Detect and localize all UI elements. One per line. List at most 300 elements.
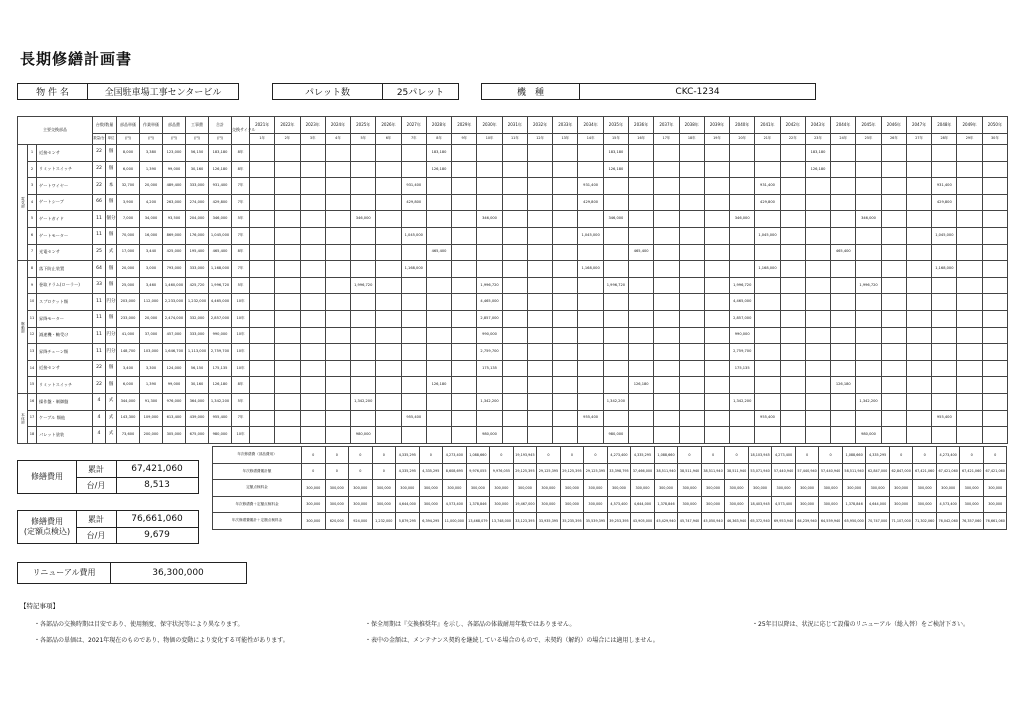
year-cell — [654, 227, 679, 244]
year-cell — [401, 327, 426, 344]
header-parts: 主要交換部品 — [18, 117, 93, 145]
part-name: 近接センサ — [37, 360, 93, 377]
year-cell — [325, 294, 350, 311]
summary-cell: 45,747,940 — [678, 513, 702, 530]
header-year-num: 29年 — [957, 134, 982, 145]
year-cell: 1,996,720 — [730, 277, 755, 294]
year-cell — [629, 161, 654, 178]
year-cell — [629, 261, 654, 278]
row-amount: 2,474,000 — [163, 310, 186, 327]
year-cell: 346,000 — [603, 211, 628, 228]
year-cell — [755, 427, 780, 444]
row-amount: 332,000 — [186, 310, 209, 327]
summary-cell: 300,000 — [795, 496, 819, 513]
header-year-num: 1年 — [250, 134, 275, 145]
year-cell — [629, 327, 654, 344]
year-cell — [325, 161, 350, 178]
year-cell: 990,000 — [477, 327, 502, 344]
header-year-num: 25年 — [856, 134, 881, 145]
summary-cell: 1,088,660 — [654, 447, 678, 464]
header-year: 2038年 — [679, 117, 704, 134]
header-year: 2032年 — [527, 117, 552, 134]
summary-cell: 35,235,395 — [560, 513, 584, 530]
summary-cell: 70,747,000 — [866, 513, 890, 530]
year-cell — [502, 294, 527, 311]
year-cell — [755, 244, 780, 261]
year-cell — [982, 360, 1007, 377]
year-cell — [452, 410, 477, 427]
summary-cell: 38,511,940 — [725, 463, 749, 480]
summary-cell: 0 — [913, 447, 937, 464]
year-cell — [932, 211, 957, 228]
year-cell — [679, 427, 704, 444]
summary-cell: 300,000 — [537, 496, 561, 513]
year-cell: 346,000 — [856, 211, 881, 228]
year-cell — [654, 377, 679, 394]
summary-table — [212, 446, 1007, 530]
summary-cell: 0 — [983, 447, 1007, 464]
year-cell — [452, 393, 477, 410]
summary-cell: 39,253,395 — [607, 513, 631, 530]
year-cell — [502, 227, 527, 244]
year-cell — [881, 427, 906, 444]
year-cell — [831, 294, 856, 311]
row-amount: 25,000 — [117, 277, 140, 294]
year-cell — [932, 277, 957, 294]
summary-row — [213, 513, 1007, 530]
row-amount: 3,300 — [140, 360, 163, 377]
summary-cell: 67,421,060 — [960, 463, 984, 480]
year-cell — [527, 227, 552, 244]
year-cell — [805, 410, 830, 427]
header-year-num: 4年 — [325, 134, 350, 145]
summary-cell: 18,103,945 — [748, 447, 772, 464]
year-cell — [300, 427, 325, 444]
year-cell — [325, 277, 350, 294]
year-cell — [805, 427, 830, 444]
year-cell — [957, 310, 982, 327]
year-cell — [250, 294, 275, 311]
year-cell: 1,996,720 — [603, 277, 628, 294]
row-amount: 8,000 — [117, 145, 140, 162]
year-cell — [856, 261, 881, 278]
year-cell — [856, 327, 881, 344]
table-row — [18, 211, 1008, 228]
header-year-num: 21年 — [755, 134, 780, 145]
header-unit-sub: 単位 — [106, 134, 117, 145]
year-cell — [477, 145, 502, 162]
row-number: 7 — [28, 244, 37, 261]
year-cell — [250, 145, 275, 162]
year-cell — [250, 410, 275, 427]
summary-cell: 300,000 — [725, 496, 749, 513]
summary-cell: 0 — [584, 447, 608, 464]
year-cell — [376, 327, 401, 344]
year-cell — [982, 161, 1007, 178]
year-cell — [831, 344, 856, 361]
year-cell — [325, 344, 350, 361]
year-cell — [679, 310, 704, 327]
year-cell — [831, 261, 856, 278]
model-value: CKC-1234 — [675, 86, 720, 97]
header-year-num: 13年 — [553, 134, 578, 145]
row-qty: 11 — [93, 211, 106, 228]
year-cell — [780, 227, 805, 244]
year-cell — [502, 211, 527, 228]
divider — [76, 527, 198, 528]
year-cell — [982, 145, 1007, 162]
year-cell — [376, 277, 401, 294]
year-cell — [780, 410, 805, 427]
year-cell — [881, 161, 906, 178]
row-amount: 176,000 — [186, 227, 209, 244]
year-cell — [957, 393, 982, 410]
year-cell — [477, 227, 502, 244]
year-cell — [831, 360, 856, 377]
header-yen: (円) — [163, 134, 186, 145]
year-cell — [452, 194, 477, 211]
row-amount: 203,000 — [117, 294, 140, 311]
row-amount: 41,000 — [117, 327, 140, 344]
year-cell — [477, 178, 502, 195]
summary-label: 年次修繕費＋定額点検料金 — [213, 496, 302, 513]
summary-cell: 19,467,000 — [513, 496, 537, 513]
summary-cell: 71,107,000 — [889, 513, 913, 530]
row-amount: 124,000 — [163, 360, 186, 377]
row-cycle: 5年 — [232, 393, 250, 410]
summary-cell: 300,000 — [819, 496, 843, 513]
year-cell — [275, 377, 300, 394]
summary-cell: 65,372,940 — [748, 513, 772, 530]
row-unit: 個 — [106, 194, 117, 211]
year-cell — [351, 410, 376, 427]
year-cell — [603, 194, 628, 211]
year-cell — [831, 227, 856, 244]
year-cell — [881, 310, 906, 327]
year-cell — [906, 360, 931, 377]
year-cell: 126,180 — [426, 377, 451, 394]
year-cell — [300, 393, 325, 410]
year-cell — [654, 393, 679, 410]
year-cell: 429,800 — [401, 194, 426, 211]
year-cell — [805, 344, 830, 361]
summary-cell: 300,000 — [560, 480, 584, 497]
year-cell — [325, 377, 350, 394]
row-number: 10 — [28, 294, 37, 311]
year-cell — [932, 244, 957, 261]
year-cell: 2,759,700 — [477, 344, 502, 361]
row-number: 18 — [28, 427, 37, 444]
summary-cell: 300,000 — [748, 480, 772, 497]
row-number: 13 — [28, 344, 37, 361]
year-cell — [250, 261, 275, 278]
row-amount: 1,646,700 — [163, 344, 186, 361]
summary-cell: 76,661,060 — [983, 513, 1007, 530]
year-cell — [932, 161, 957, 178]
year-cell — [578, 211, 603, 228]
year-cell: 1,342,200 — [856, 393, 881, 410]
year-cell — [527, 161, 552, 178]
year-cell — [250, 377, 275, 394]
year-cell — [932, 327, 957, 344]
header-year: 2043年 — [805, 117, 830, 134]
year-cell — [275, 277, 300, 294]
year-cell — [805, 310, 830, 327]
year-cell: 346,000 — [351, 211, 376, 228]
summary-cell: 4,644,000 — [396, 496, 420, 513]
repair-inspection-subtitle: (定額点検込) — [23, 527, 71, 536]
year-cell — [831, 178, 856, 195]
year-cell — [502, 194, 527, 211]
year-cell — [351, 194, 376, 211]
year-cell — [780, 244, 805, 261]
summary-cell: 76,357,060 — [960, 513, 984, 530]
summary-cell: 0 — [372, 463, 396, 480]
year-cell — [780, 344, 805, 361]
year-cell — [704, 261, 729, 278]
year-cell — [704, 294, 729, 311]
header-work_unit: 作業単価 — [140, 117, 163, 134]
year-cell — [906, 277, 931, 294]
row-amount: 955,400 — [209, 410, 232, 427]
summary-cell: 300,000 — [537, 480, 561, 497]
row-amount: 175,135 — [209, 360, 232, 377]
year-cell — [881, 360, 906, 377]
row-number: 9 — [28, 277, 37, 294]
year-cell — [325, 194, 350, 211]
part-name: 光電センサ — [37, 244, 93, 261]
year-cell — [275, 360, 300, 377]
header-parts_unit: 部品単価 — [117, 117, 140, 134]
year-cell — [957, 178, 982, 195]
year-cell: 990,000 — [730, 327, 755, 344]
year-cell — [906, 194, 931, 211]
summary-cell: 38,511,940 — [701, 463, 725, 480]
year-cell — [906, 145, 931, 162]
row-amount: 103,000 — [140, 344, 163, 361]
table-row — [18, 360, 1008, 377]
row-cycle: 5年 — [232, 211, 250, 228]
row-cycle: 8年 — [232, 244, 250, 261]
year-cell — [654, 277, 679, 294]
year-cell — [831, 194, 856, 211]
year-cell — [805, 360, 830, 377]
row-amount: 126,180 — [209, 377, 232, 394]
year-cell — [982, 310, 1007, 327]
year-cell — [881, 244, 906, 261]
year-cell: 980,000 — [351, 427, 376, 444]
year-cell: 931,400 — [932, 178, 957, 195]
year-cell — [679, 211, 704, 228]
year-cell: 465,400 — [426, 244, 451, 261]
year-cell — [856, 360, 881, 377]
year-cell — [401, 294, 426, 311]
summary-cell: 300,000 — [325, 496, 349, 513]
row-amount: 3,460 — [140, 277, 163, 294]
header-year: 2033年 — [553, 117, 578, 134]
year-cell — [502, 244, 527, 261]
summary-cell: 38,511,940 — [678, 463, 702, 480]
header-year-num: 30年 — [982, 134, 1007, 145]
year-cell — [376, 194, 401, 211]
row-amount: 32,700 — [117, 178, 140, 195]
year-cell — [780, 427, 805, 444]
summary-cell: 300,000 — [960, 496, 984, 513]
year-cell: 346,000 — [477, 211, 502, 228]
year-cell — [376, 227, 401, 244]
summary-cell: 0 — [795, 447, 819, 464]
year-cell — [502, 377, 527, 394]
year-cell — [325, 310, 350, 327]
year-cell — [982, 377, 1007, 394]
year-cell — [679, 227, 704, 244]
header-yen: (円) — [140, 134, 163, 145]
row-amount: 3,000 — [140, 261, 163, 278]
summary-cell: 300,000 — [584, 496, 608, 513]
year-cell — [629, 427, 654, 444]
summary-cell: 0 — [537, 447, 561, 464]
year-cell — [881, 344, 906, 361]
year-cell — [527, 327, 552, 344]
year-cell — [452, 294, 477, 311]
row-unit: 式 — [106, 393, 117, 410]
summary-cell: 0 — [725, 447, 749, 464]
note-2: ・各部品の単価は、2021年現在のものであり、物価の変動により変化する可能性があります。 — [34, 637, 289, 644]
year-cell — [730, 410, 755, 427]
summary-cell: 46,363,940 — [725, 513, 749, 530]
year-cell — [401, 145, 426, 162]
repair-cost-box — [17, 460, 199, 494]
repair2-total-label: 累計 — [76, 511, 117, 527]
part-name: 減速機・軸受け — [37, 327, 93, 344]
year-cell — [780, 393, 805, 410]
row-amount: 20,000 — [117, 261, 140, 278]
year-cell — [325, 227, 350, 244]
parts-table — [17, 116, 1008, 444]
year-cell — [755, 161, 780, 178]
row-number: 4 — [28, 194, 37, 211]
row-number: 1 — [28, 145, 37, 162]
summary-cell: 300,000 — [419, 496, 443, 513]
summary-cell: 4,335,295 — [396, 447, 420, 464]
year-cell: 1,996,720 — [477, 277, 502, 294]
year-cell — [932, 427, 957, 444]
year-cell — [906, 410, 931, 427]
summary-cell: 0 — [349, 463, 373, 480]
year-cell: 183,180 — [805, 145, 830, 162]
year-cell — [351, 178, 376, 195]
year-cell — [654, 427, 679, 444]
year-cell: 1,342,200 — [603, 393, 628, 410]
row-unit: 個 — [106, 261, 117, 278]
year-cell — [856, 377, 881, 394]
header-year-num: 20年 — [730, 134, 755, 145]
summary-cell: 4,335,295 — [419, 463, 443, 480]
year-cell — [629, 178, 654, 195]
header-year-num: 11年 — [502, 134, 527, 145]
year-cell — [426, 360, 451, 377]
summary-label: 年次修繕費累計額 — [213, 463, 302, 480]
year-cell — [780, 310, 805, 327]
repair2-month-value: 9,679 — [144, 530, 170, 540]
year-cell — [553, 327, 578, 344]
year-cell — [275, 244, 300, 261]
header-year-num: 28年 — [932, 134, 957, 145]
summary-cell: 4,573,400 — [936, 496, 960, 513]
year-cell: 931,400 — [401, 178, 426, 195]
summary-cell: 4,273,400 — [607, 447, 631, 464]
year-cell — [755, 393, 780, 410]
year-cell — [957, 244, 982, 261]
year-cell — [654, 327, 679, 344]
header-labor_cost: 工事費 — [186, 117, 209, 134]
year-cell: 1,168,000 — [578, 261, 603, 278]
year-cell — [704, 244, 729, 261]
row-amount: 465,400 — [209, 244, 232, 261]
row-qty: 4 — [93, 427, 106, 444]
table-row — [18, 410, 1008, 427]
year-cell — [982, 227, 1007, 244]
header-year: 2021年 — [250, 117, 275, 134]
year-cell — [401, 161, 426, 178]
year-cell — [477, 244, 502, 261]
row-amount: 183,180 — [209, 145, 232, 162]
year-cell — [275, 410, 300, 427]
summary-cell: 300,000 — [302, 480, 326, 497]
year-cell — [426, 427, 451, 444]
table-row — [18, 194, 1008, 211]
year-cell — [300, 360, 325, 377]
row-amount: 333,000 — [186, 261, 209, 278]
year-cell — [679, 360, 704, 377]
year-cell — [376, 393, 401, 410]
repair2-total-value: 76,661,060 — [131, 514, 183, 524]
row-amount: 148,700 — [117, 344, 140, 361]
header-year: 2025年 — [351, 117, 376, 134]
year-cell — [553, 393, 578, 410]
year-cell: 955,400 — [401, 410, 426, 427]
note-1: ・各部品の交換時期は目安であり、使用頻度、保守状況等により異なります。 — [34, 621, 244, 628]
row-unit: 円分 — [106, 327, 117, 344]
year-cell — [250, 393, 275, 410]
year-cell — [629, 294, 654, 311]
year-cell — [452, 178, 477, 195]
year-cell — [831, 393, 856, 410]
row-qty: 22 — [93, 161, 106, 178]
table-row — [18, 227, 1008, 244]
year-cell — [578, 310, 603, 327]
year-cell — [780, 178, 805, 195]
year-cell — [300, 310, 325, 327]
row-amount: 16,000 — [140, 227, 163, 244]
year-cell — [452, 145, 477, 162]
year-cell — [325, 410, 350, 427]
row-qty: 22 — [93, 360, 106, 377]
header-year: 2029年 — [452, 117, 477, 134]
year-cell — [704, 344, 729, 361]
row-cycle: 10年 — [232, 360, 250, 377]
row-qty: 11 — [93, 294, 106, 311]
header-year: 2030年 — [477, 117, 502, 134]
row-amount: 126,180 — [209, 161, 232, 178]
section-label: 駆動部 — [18, 261, 28, 394]
year-cell — [426, 194, 451, 211]
year-cell — [881, 227, 906, 244]
summary-cell: 0 — [490, 447, 514, 464]
row-cycle: 10年 — [232, 327, 250, 344]
year-cell — [452, 277, 477, 294]
year-cell — [452, 377, 477, 394]
